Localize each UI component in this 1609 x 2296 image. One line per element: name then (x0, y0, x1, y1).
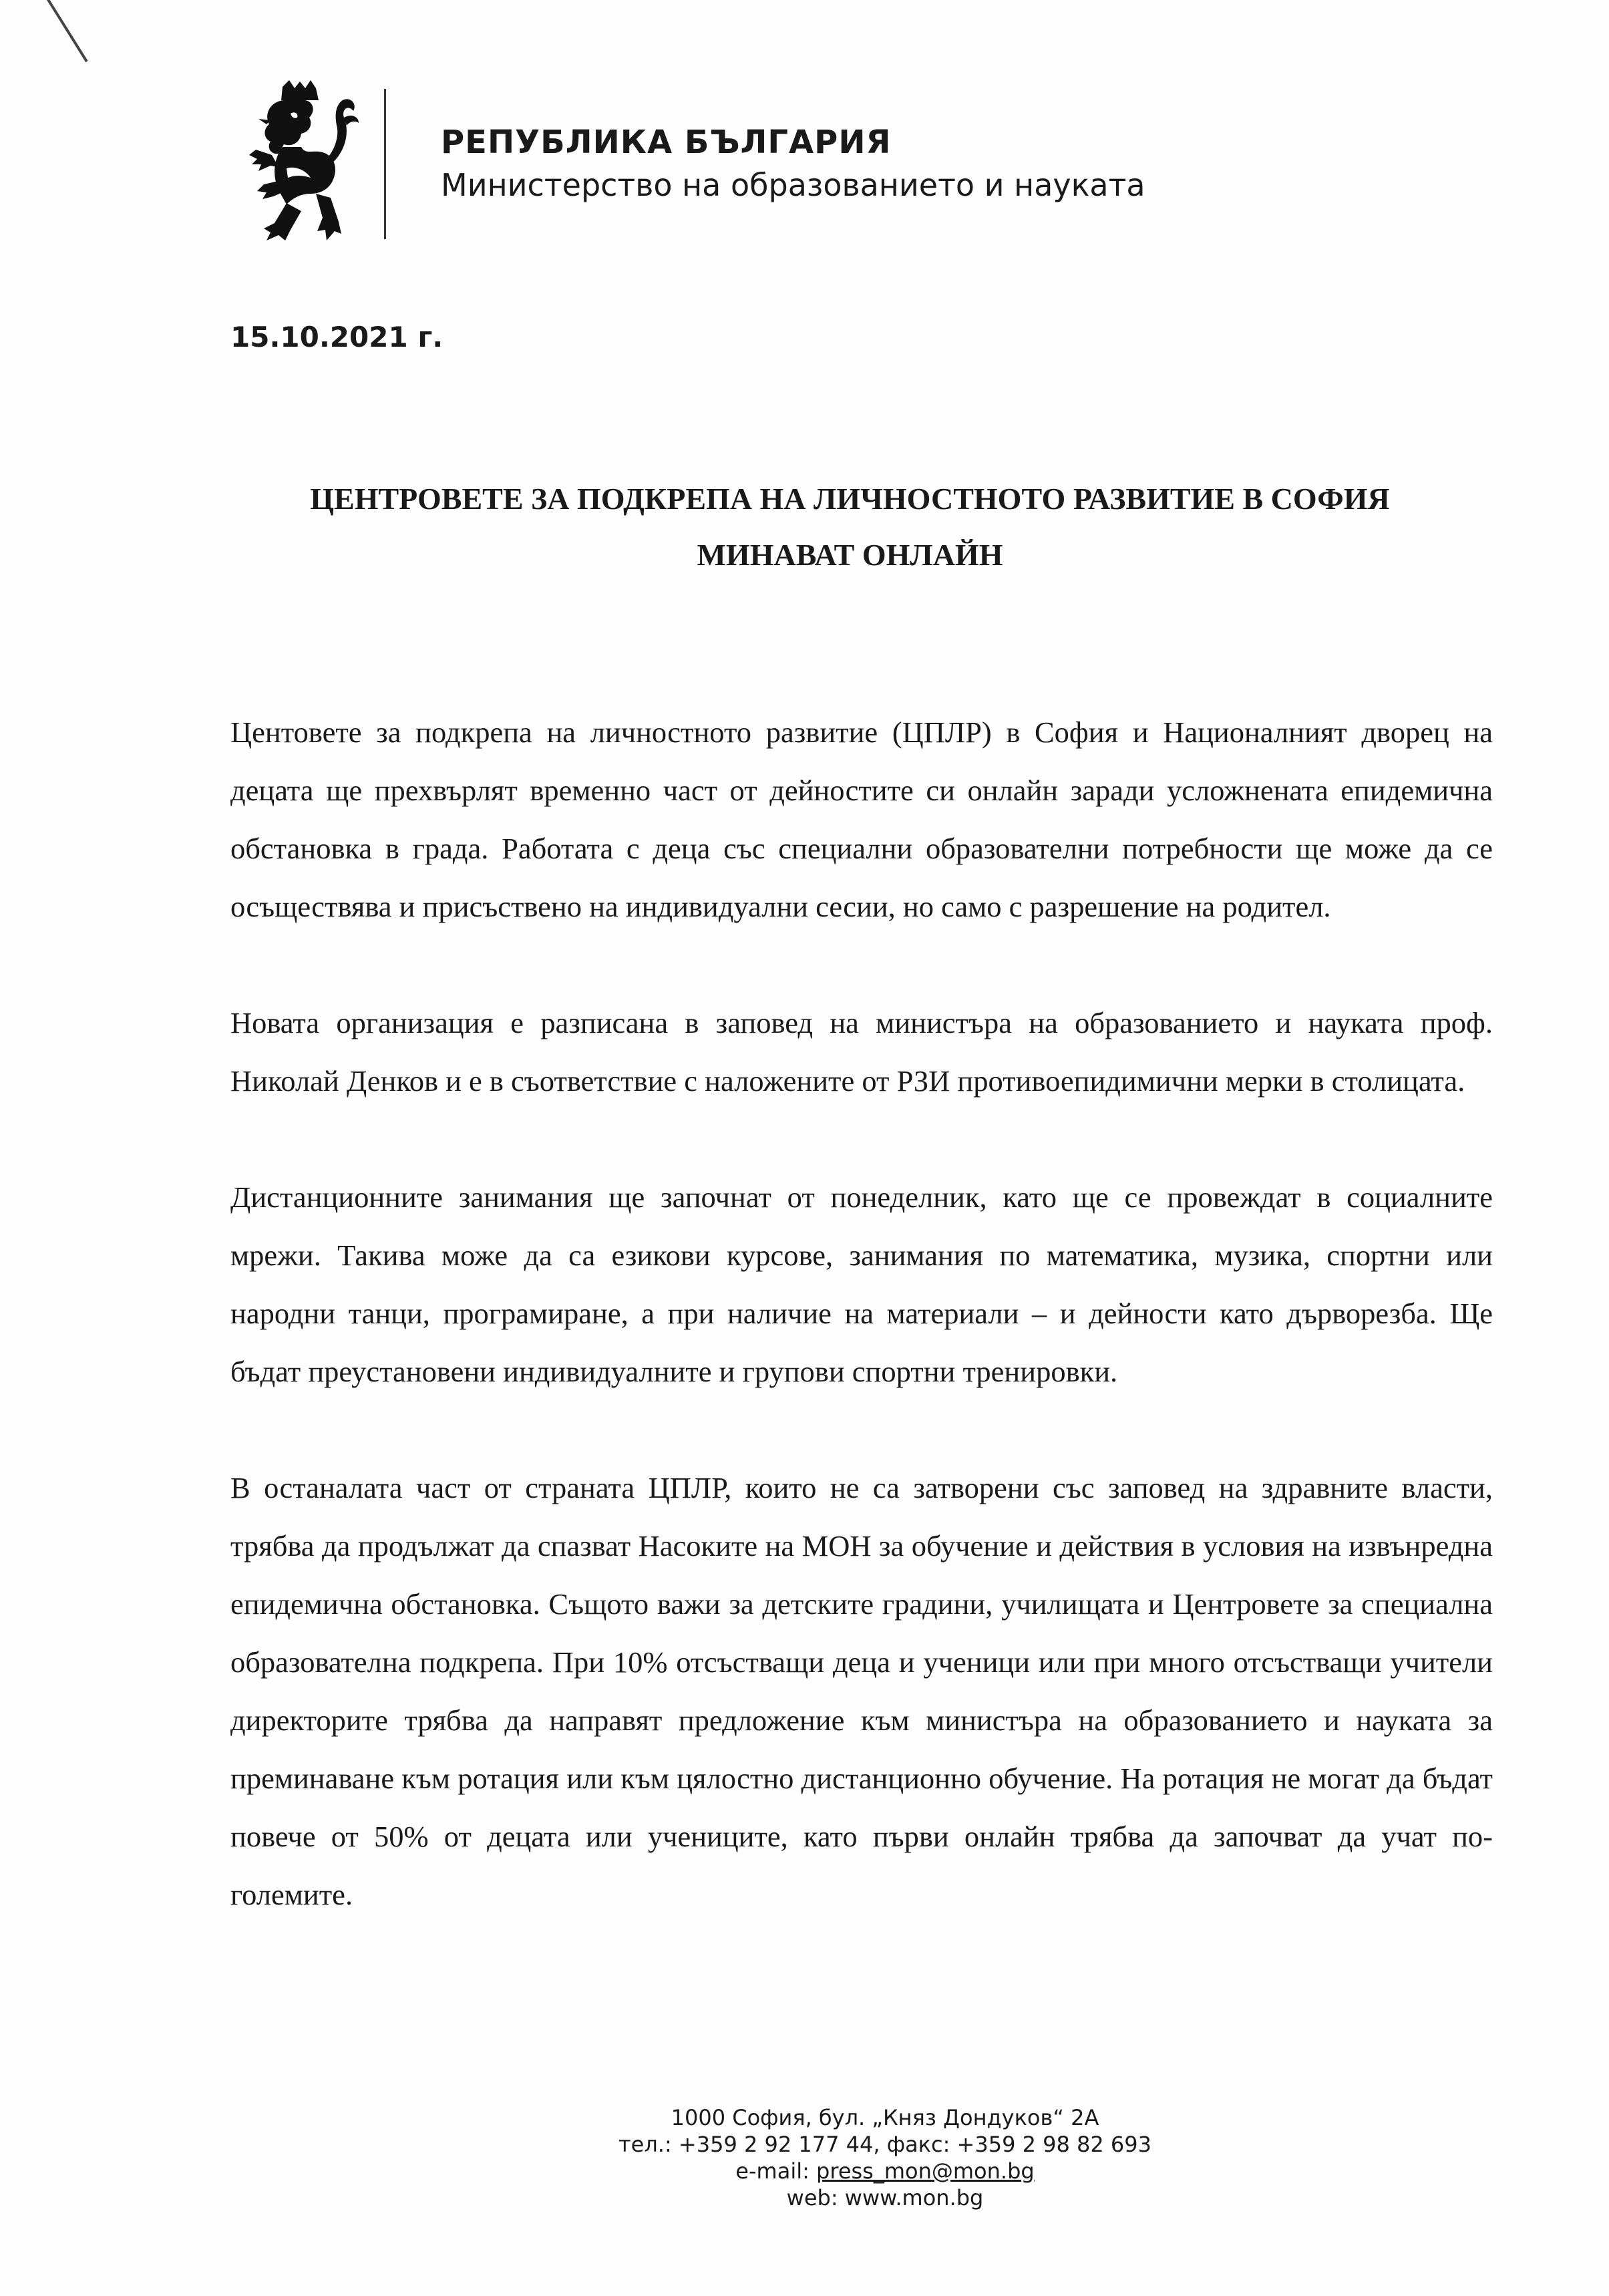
document-title (230, 471, 1469, 583)
scan-artifact-line (47, 0, 88, 62)
letterhead (244, 80, 1145, 247)
ministry-subtitle: Министерство на образованието и науката (441, 167, 1145, 203)
footer-email-row (514, 2158, 1256, 2184)
paragraph: Новата организация е разписана в заповед на министъра на образованието и науката проф. Николай Денков и е в съответствие с наложените от РЗИ противоепидимични мерки в столицата. (230, 1006, 1493, 1098)
footer-address: 1000 София, бул. „Княз Дондуков“ 2А (671, 2105, 1099, 2130)
footer-email-label: e-mail: (735, 2158, 817, 2184)
footer-contacts (514, 2104, 1256, 2211)
letterhead-text (441, 121, 1145, 206)
footer-email-link[interactable]: press_mon@mon.bg (816, 2158, 1035, 2184)
republic-title: РЕПУБЛИКА БЪЛГАРИЯ (441, 124, 892, 161)
document-date: 15.10.2021 г. (230, 321, 443, 353)
paragraph: Центовете за подкрепа на личностното развитие (ЦПЛР) в София и Националният дворец на децата ще прехвърлят временно част от дейностите си онлайн заради усложнената епидемична обстановка в града. Работата с деца със специални образователни потребности ще може да се осъществява и присъствено на индивидуални сесии, но само с разрешение на родител. (230, 715, 1493, 923)
footer-phone: тел.: +359 2 92 177 44, факс: +359 2 98 82 693 (618, 2132, 1151, 2157)
footer-web[interactable]: web: www.mon.bg (786, 2185, 984, 2210)
letterhead-divider (384, 89, 386, 239)
paragraph: В останалата част от страната ЦПЛР, които не са затворени със заповед на здравните власти, трябва да продължат да спазват Насоките на МОН за обучение и действия в условия на извънредна епидемична обстановка. Същото важи за детските градини, училищата и Центровете за специална образователна подкрепа. При 10% отсъстващи деца и ученици или при много отсъстващи учители директорите трябва да направят предложение към министъра на образованието и науката за преминаване към ротация или към цялостно дистанционно обучение. На ротация не могат да бъдат повече от 50% от децата или учениците, като първи онлайн трябва да започват да учат по-големите. (230, 1471, 1493, 1911)
title-line-2: МИНАВАТ ОНЛАЙН (697, 538, 1003, 572)
lion-crest-icon (244, 80, 364, 247)
paragraph: Дистанционните занимания ще започнат от понеделник, като ще се провеждат в социалните мрежи. Такива може да са езикови курсове, занимания по математика, музика, спортни или народни танци, програмиране, а при наличие на материали – и дейности като дърворезба. Ще бъдат преустановени индивидуалните и групови спортни тренировки. (230, 1180, 1493, 1388)
document-body (230, 703, 1493, 1982)
title-line-1: ЦЕНТРОВЕТЕ ЗА ПОДКРЕПА НА ЛИЧНОСТНОТО РАЗВИТИЕ В СОФИЯ (310, 482, 1390, 516)
